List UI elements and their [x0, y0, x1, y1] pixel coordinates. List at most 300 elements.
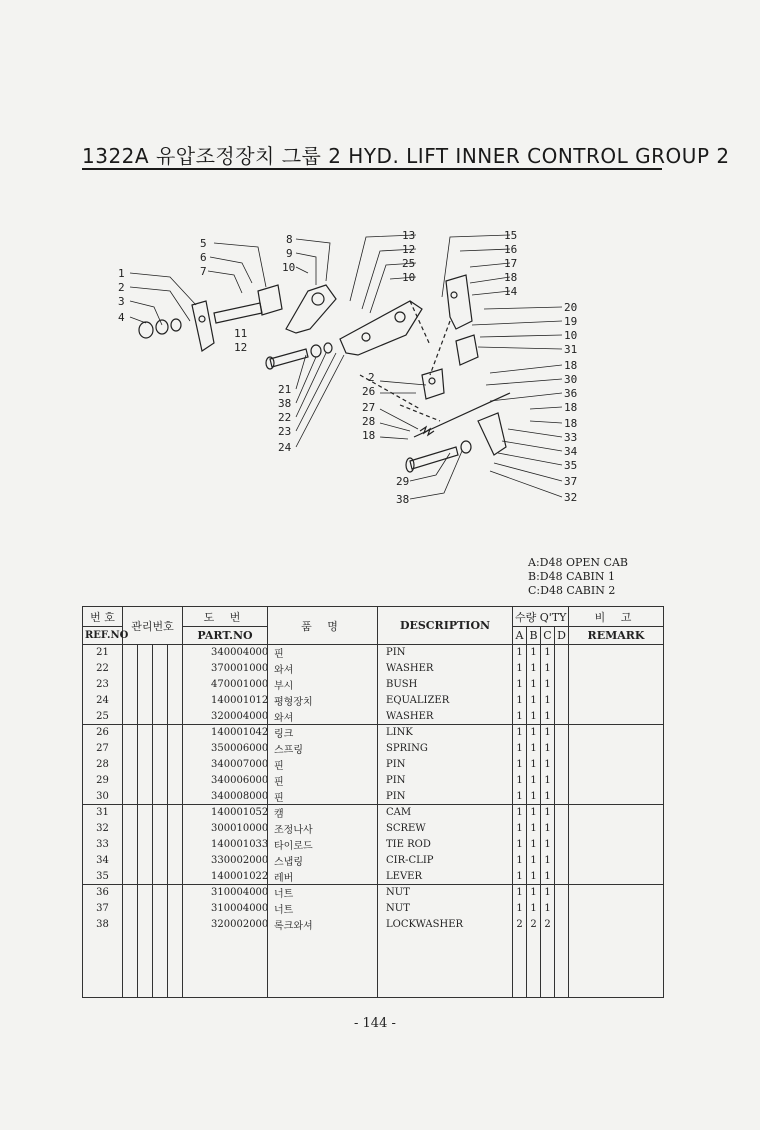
mgmt-cell — [138, 757, 153, 773]
part-number-cell: 340007000 — [183, 757, 268, 773]
mgmt-cell — [123, 757, 138, 773]
mgmt-cell — [123, 853, 138, 869]
qty-b-cell: 1 — [527, 645, 541, 661]
part-number-cell: 340006000 — [183, 773, 268, 789]
part-name-cell: 부시 — [268, 677, 378, 693]
qty-c-cell: 1 — [541, 757, 555, 773]
callout: 26 — [362, 385, 376, 398]
page-title: 1322A 유압조정장치 그룹 2 HYD. LIFT INNER CONTROL GROUP 2 — [82, 144, 730, 168]
remark-header-en: REMARK — [569, 627, 664, 645]
qty-a-cell: 1 — [513, 885, 527, 901]
mgmt-cell — [138, 645, 153, 661]
callout: 33 — [564, 431, 578, 444]
remark-cell — [569, 821, 664, 837]
description-cell: LINK — [378, 725, 513, 741]
table-row — [83, 725, 664, 741]
callout: 14 — [504, 285, 518, 298]
ref-cell: 32 — [83, 821, 123, 837]
remark-cell — [569, 757, 664, 773]
equalizer — [340, 301, 422, 355]
qty-d-cell — [555, 741, 569, 757]
title-rule — [82, 168, 662, 170]
description-cell: LEVER — [378, 869, 513, 885]
lever-arm — [286, 285, 336, 333]
qty-d-cell — [555, 917, 569, 933]
qty-d-cell — [555, 645, 569, 661]
exploded-parts-diagram — [110, 225, 590, 515]
qty-a-cell: 1 — [513, 645, 527, 661]
callout: 30 — [564, 373, 578, 386]
part-number-cell: 330002000 — [183, 853, 268, 869]
description-header: DESCRIPTION — [378, 607, 513, 645]
callout: 24 — [278, 441, 292, 454]
callout: 18 — [564, 417, 578, 430]
empty-cell — [527, 933, 541, 998]
qty-b-cell: 1 — [527, 773, 541, 789]
qty-d-cell — [555, 805, 569, 821]
qty-b-cell: 1 — [527, 805, 541, 821]
callout: 4 — [118, 311, 125, 324]
qty-c-cell: 1 — [541, 693, 555, 709]
table-row — [83, 885, 664, 901]
qty-b-cell: 1 — [527, 725, 541, 741]
model-legend — [528, 556, 628, 598]
mgmt-cell — [138, 805, 153, 821]
qty-d-cell — [555, 661, 569, 677]
mgmt-cell — [168, 853, 183, 869]
mgmt-cell — [153, 821, 168, 837]
remark-cell — [569, 917, 664, 933]
mgmt-cell — [168, 789, 183, 805]
qty-b-cell: 1 — [527, 693, 541, 709]
part-name-cell: 핀 — [268, 757, 378, 773]
mgmt-cell — [153, 709, 168, 725]
part-name-cell: 핀 — [268, 789, 378, 805]
part-name-cell: 레버 — [268, 869, 378, 885]
remark-cell — [569, 869, 664, 885]
qty-a-cell: 1 — [513, 837, 527, 853]
ref-cell: 27 — [83, 741, 123, 757]
empty-cell — [513, 933, 527, 998]
empty-cell — [138, 933, 153, 998]
ref-cell: 33 — [83, 837, 123, 853]
callout: 28 — [362, 415, 376, 428]
mgmt-cell — [123, 741, 138, 757]
part-number-cell: 310004000 — [183, 901, 268, 917]
description-cell: PIN — [378, 757, 513, 773]
mgmt-cell — [123, 709, 138, 725]
callout-numbers — [118, 229, 578, 506]
mgmt-cell — [123, 917, 138, 933]
mgmt-cell — [138, 837, 153, 853]
part-name-cell: 평형장치 — [268, 693, 378, 709]
callout: 18 — [564, 401, 578, 414]
mgmt-cell — [138, 677, 153, 693]
mgmt-cell — [153, 773, 168, 789]
ref-cell: 36 — [83, 885, 123, 901]
qty-b-cell: 1 — [527, 821, 541, 837]
description-cell: SCREW — [378, 821, 513, 837]
qty-b-cell: 1 — [527, 901, 541, 917]
callout: 37 — [564, 475, 578, 488]
empty-cell — [541, 933, 555, 998]
qty-c-cell: 2 — [541, 917, 555, 933]
remark-cell — [569, 885, 664, 901]
part-name-cell: 록크와셔 — [268, 917, 378, 933]
callout: 27 — [362, 401, 376, 414]
callout: 36 — [564, 387, 578, 400]
qty-d-cell — [555, 885, 569, 901]
part-number-cell: 140001012 — [183, 693, 268, 709]
empty-cell — [168, 933, 183, 998]
table-row — [83, 677, 664, 693]
name-header: 품 명 — [268, 607, 378, 645]
qty-c-cell: 1 — [541, 725, 555, 741]
part-name-cell: 조정나사 — [268, 821, 378, 837]
part-number-cell: 140001022 — [183, 869, 268, 885]
part-number-cell: 300010000 — [183, 821, 268, 837]
mgmt-cell — [123, 645, 138, 661]
remark-cell — [569, 693, 664, 709]
qty-c-cell: 1 — [541, 885, 555, 901]
description-cell: CIR-CLIP — [378, 853, 513, 869]
ref-cell: 23 — [83, 677, 123, 693]
qty-b-cell: 2 — [527, 917, 541, 933]
mgmt-cell — [168, 821, 183, 837]
remark-cell — [569, 789, 664, 805]
remark-cell — [569, 661, 664, 677]
empty-cell — [555, 933, 569, 998]
mgmt-cell — [123, 789, 138, 805]
mgmt-cell — [168, 725, 183, 741]
qty-d-cell — [555, 725, 569, 741]
callout-leaders — [130, 235, 562, 499]
ref-cell: 35 — [83, 869, 123, 885]
callout: 18 — [504, 271, 518, 284]
part-header-ko: 도 번 — [183, 607, 268, 627]
callout: 7 — [200, 265, 207, 278]
qty-a-cell: 1 — [513, 773, 527, 789]
mgmt-cell — [123, 661, 138, 677]
part-name-cell: 핀 — [268, 645, 378, 661]
mgmt-cell — [168, 741, 183, 757]
part-name-cell: 와셔 — [268, 661, 378, 677]
qty-b-cell: 1 — [527, 661, 541, 677]
qty-b-cell: 1 — [527, 837, 541, 853]
qty-header: 수량 Q'TY — [513, 607, 569, 627]
table-row — [83, 789, 664, 805]
callout: 10 — [564, 329, 578, 342]
part-number-cell: 140001042 — [183, 725, 268, 741]
callout: 35 — [564, 459, 578, 472]
part-name-cell: 링크 — [268, 725, 378, 741]
callout: 25 — [402, 257, 416, 270]
callout: 1 — [118, 267, 125, 280]
part-number-cell: 350006000 — [183, 741, 268, 757]
part-name-cell: 스냅링 — [268, 853, 378, 869]
qty-a-cell: 1 — [513, 741, 527, 757]
remark-cell — [569, 741, 664, 757]
ref-header-en: REF.NO — [83, 627, 123, 645]
qty-c-cell: 1 — [541, 837, 555, 853]
qty-b-cell: 1 — [527, 741, 541, 757]
qty-a-cell: 1 — [513, 869, 527, 885]
ref-cell: 29 — [83, 773, 123, 789]
table-row — [83, 693, 664, 709]
callout: 21 — [278, 383, 292, 396]
bracket-plate — [192, 301, 214, 351]
callout: 23 — [278, 425, 292, 438]
empty-cell — [153, 933, 168, 998]
part-name-cell: 타이로드 — [268, 837, 378, 853]
qty-b-cell: 1 — [527, 709, 541, 725]
part-number-cell: 470001000 — [183, 677, 268, 693]
part-name-cell: 너트 — [268, 901, 378, 917]
qty-b-cell: 1 — [527, 853, 541, 869]
qty-c-cell: 1 — [541, 869, 555, 885]
description-cell: NUT — [378, 901, 513, 917]
qty-b-header: B — [527, 627, 541, 645]
lever-35 — [478, 413, 506, 455]
qty-a-header: A — [513, 627, 527, 645]
qty-a-cell: 1 — [513, 821, 527, 837]
qty-a-cell: 1 — [513, 661, 527, 677]
callout: 12 — [234, 341, 248, 354]
part-number-cell: 320004000 — [183, 709, 268, 725]
ref-cell: 30 — [83, 789, 123, 805]
mgmt-cell — [153, 661, 168, 677]
qty-c-cell: 1 — [541, 853, 555, 869]
callout: 20 — [564, 301, 578, 314]
empty-cell — [123, 933, 138, 998]
mgmt-cell — [138, 853, 153, 869]
callout: 38 — [278, 397, 292, 410]
qty-b-cell: 1 — [527, 869, 541, 885]
qty-c-cell: 1 — [541, 645, 555, 661]
ref-cell: 37 — [83, 901, 123, 917]
callout: 16 — [504, 243, 518, 256]
legend-line: C:D48 CABIN 2 — [528, 584, 616, 597]
table-row — [83, 645, 664, 661]
ref-cell: 26 — [83, 725, 123, 741]
mgmt-cell — [123, 693, 138, 709]
description-cell: PIN — [378, 789, 513, 805]
qty-d-cell — [555, 853, 569, 869]
ref-cell: 24 — [83, 693, 123, 709]
callout: 31 — [564, 343, 578, 356]
qty-a-cell: 1 — [513, 693, 527, 709]
callout: 10 — [282, 261, 296, 274]
qty-c-cell: 1 — [541, 821, 555, 837]
mgmt-cell — [153, 805, 168, 821]
mgmt-cell — [168, 677, 183, 693]
part-number-cell: 310004000 — [183, 885, 268, 901]
mgmt-cell — [153, 789, 168, 805]
mgmt-cell — [153, 901, 168, 917]
ref-cell: 31 — [83, 805, 123, 821]
callout: 38 — [396, 493, 410, 506]
qty-d-header: D — [555, 627, 569, 645]
empty-cell — [378, 933, 513, 998]
mgmt-cell — [168, 645, 183, 661]
qty-c-header: C — [541, 627, 555, 645]
description-cell: WASHER — [378, 661, 513, 677]
mgmt-cell — [138, 773, 153, 789]
ref-cell: 28 — [83, 757, 123, 773]
qty-c-cell: 1 — [541, 805, 555, 821]
part-number-cell: 370001000 — [183, 661, 268, 677]
parts-rows — [83, 645, 664, 998]
table-row — [83, 901, 664, 917]
callout: 12 — [402, 243, 416, 256]
mgmt-cell — [153, 757, 168, 773]
callout: 2 — [118, 281, 125, 294]
qty-d-cell — [555, 693, 569, 709]
legend-line: B:D48 CABIN 1 — [528, 570, 616, 583]
mgmt-cell — [138, 661, 153, 677]
ref-cell: 22 — [83, 661, 123, 677]
part-name-cell: 너트 — [268, 885, 378, 901]
mgmt-cell — [153, 837, 168, 853]
mgmt-cell — [168, 869, 183, 885]
callout: 2 — [368, 371, 375, 384]
table-row — [83, 853, 664, 869]
remark-cell — [569, 805, 664, 821]
callout: 15 — [504, 229, 518, 242]
empty-cell — [268, 933, 378, 998]
callout: 13 — [402, 229, 416, 242]
mgmt-cell — [168, 837, 183, 853]
qty-d-cell — [555, 901, 569, 917]
table-row — [83, 837, 664, 853]
mgmt-cell — [138, 725, 153, 741]
callout: 17 — [504, 257, 518, 270]
qty-d-cell — [555, 709, 569, 725]
mgmt-cell — [123, 677, 138, 693]
qty-b-cell: 1 — [527, 885, 541, 901]
description-cell: SPRING — [378, 741, 513, 757]
mgmt-cell — [138, 693, 153, 709]
ref-cell: 34 — [83, 853, 123, 869]
remark-cell — [569, 837, 664, 853]
mgmt-cell — [168, 661, 183, 677]
mgmt-cell — [168, 709, 183, 725]
table-row — [83, 661, 664, 677]
ref-header-ko: 번 호 — [83, 607, 123, 627]
callout: 10 — [402, 271, 416, 284]
part-name-cell: 캠 — [268, 805, 378, 821]
mgmt-cell — [138, 885, 153, 901]
qty-d-cell — [555, 757, 569, 773]
table-row — [83, 773, 664, 789]
mgmt-cell — [138, 869, 153, 885]
mgmt-cell — [123, 885, 138, 901]
ref-cell: 38 — [83, 917, 123, 933]
table-row — [83, 741, 664, 757]
description-cell: NUT — [378, 885, 513, 901]
pin-21 — [270, 349, 308, 367]
mgmt-cell — [123, 821, 138, 837]
qty-d-cell — [555, 869, 569, 885]
mgmt-cell — [138, 741, 153, 757]
description-cell: EQUALIZER — [378, 693, 513, 709]
callout: 9 — [286, 247, 293, 260]
part-name-cell: 와셔 — [268, 709, 378, 725]
callout: 22 — [278, 411, 292, 424]
mgmt-cell — [168, 693, 183, 709]
description-cell: BUSH — [378, 677, 513, 693]
remark-cell — [569, 645, 664, 661]
part-number-cell: 320002000 — [183, 917, 268, 933]
mgmt-cell — [153, 885, 168, 901]
qty-c-cell: 1 — [541, 677, 555, 693]
description-cell: TIE ROD — [378, 837, 513, 853]
qty-a-cell: 1 — [513, 805, 527, 821]
mgmt-cell — [123, 869, 138, 885]
qty-c-cell: 1 — [541, 773, 555, 789]
qty-a-cell: 1 — [513, 709, 527, 725]
remark-cell — [569, 677, 664, 693]
mgmt-cell — [153, 853, 168, 869]
part-header-en: PART.NO — [183, 627, 268, 645]
part-name-cell: 스프링 — [268, 741, 378, 757]
callout: 8 — [286, 233, 293, 246]
mgmt-cell — [123, 725, 138, 741]
mgmt-cell — [138, 917, 153, 933]
callout: 34 — [564, 445, 578, 458]
empty-cell — [569, 933, 664, 998]
qty-b-cell: 1 — [527, 677, 541, 693]
callout: 3 — [118, 295, 125, 308]
callout: 19 — [564, 315, 578, 328]
description-cell: PIN — [378, 645, 513, 661]
mgmt-cell — [168, 901, 183, 917]
callout: 29 — [396, 475, 410, 488]
part-number-cell: 140001033 — [183, 837, 268, 853]
description-cell: WASHER — [378, 709, 513, 725]
qty-c-cell: 1 — [541, 709, 555, 725]
qty-a-cell: 1 — [513, 757, 527, 773]
qty-d-cell — [555, 821, 569, 837]
mgmt-cell — [168, 917, 183, 933]
qty-b-cell: 1 — [527, 789, 541, 805]
qty-d-cell — [555, 789, 569, 805]
qty-c-cell: 1 — [541, 661, 555, 677]
description-cell: CAM — [378, 805, 513, 821]
mgmt-cell — [138, 709, 153, 725]
qty-a-cell: 1 — [513, 853, 527, 869]
table-filler-row — [83, 933, 664, 998]
qty-a-cell: 1 — [513, 677, 527, 693]
mgmt-cell — [168, 805, 183, 821]
block — [258, 285, 282, 315]
qty-c-cell: 1 — [541, 901, 555, 917]
table-row — [83, 821, 664, 837]
part-number-cell: 340004000 — [183, 645, 268, 661]
mgmt-cell — [168, 773, 183, 789]
callout: 18 — [362, 429, 376, 442]
qty-d-cell — [555, 773, 569, 789]
table-row — [83, 869, 664, 885]
qty-c-cell: 1 — [541, 741, 555, 757]
callout: 18 — [564, 359, 578, 372]
nut-stack — [139, 322, 153, 338]
remark-cell — [569, 773, 664, 789]
qty-a-cell: 1 — [513, 789, 527, 805]
remark-cell — [569, 725, 664, 741]
page-number: - 144 - — [354, 1016, 396, 1031]
cam-31 — [456, 335, 478, 365]
